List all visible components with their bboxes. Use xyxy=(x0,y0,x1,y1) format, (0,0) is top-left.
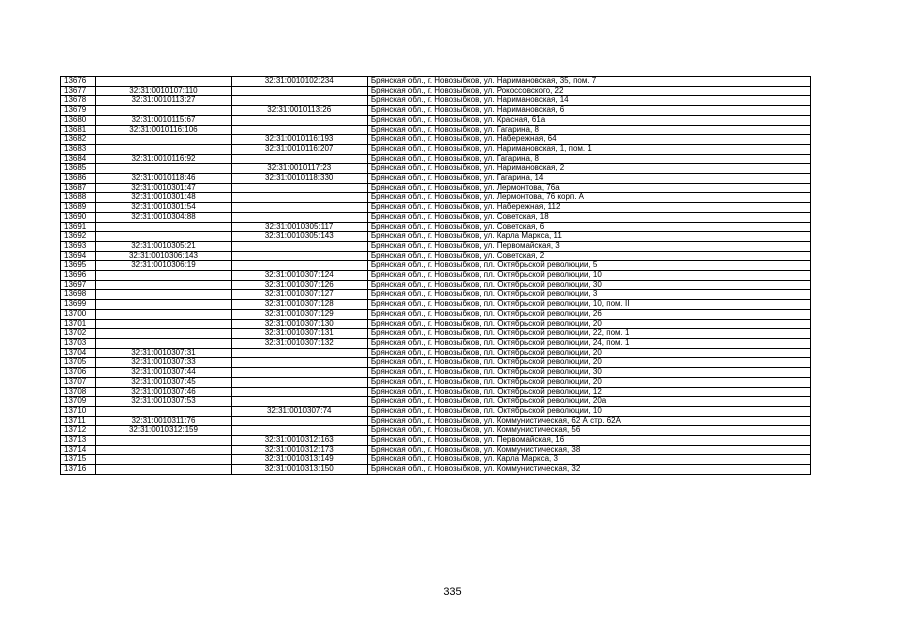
address-cell: Брянская обл., г. Новозыбков, пл. Октябрьской революции, 22, пом. 1 xyxy=(367,329,810,339)
table-row xyxy=(61,426,811,436)
cadastral-number-a-cell xyxy=(96,445,231,455)
table-row xyxy=(61,348,811,358)
row-number-cell: 13687 xyxy=(61,183,96,193)
row-number-cell: 13702 xyxy=(61,329,96,339)
row-number-cell: 13680 xyxy=(61,115,96,125)
cadastral-number-b-cell xyxy=(231,416,367,426)
address-cell: Брянская обл., г. Новозыбков, пл. Октябрьской революции, 20а xyxy=(367,397,810,407)
row-number-cell: 13699 xyxy=(61,300,96,310)
address-cell: Брянская обл., г. Новозыбков, ул. Наримановская, 14 xyxy=(367,96,810,106)
table-row xyxy=(61,377,811,387)
cadastral-number-a-cell xyxy=(96,319,231,329)
row-number-cell: 13707 xyxy=(61,377,96,387)
cadastral-number-a-cell xyxy=(96,338,231,348)
table-row xyxy=(61,203,811,213)
cadastral-number-a-cell xyxy=(96,106,231,116)
cadastral-number-b-cell: 32:31:0010307:128 xyxy=(231,300,367,310)
table-row xyxy=(61,280,811,290)
cadastral-number-a-cell: 32:31:0010307:53 xyxy=(96,397,231,407)
row-number-cell: 13691 xyxy=(61,222,96,232)
cadastral-number-a-cell: 32:31:0010307:44 xyxy=(96,368,231,378)
cadastral-number-a-cell xyxy=(96,406,231,416)
address-cell: Брянская обл., г. Новозыбков, ул. Наримановская, 1, пом. 1 xyxy=(367,144,810,154)
cadastral-number-a-cell xyxy=(96,144,231,154)
address-cell: Брянская обл., г. Новозыбков, ул. Карла Маркса, 11 xyxy=(367,232,810,242)
address-cell: Брянская обл., г. Новозыбков, ул. Гагарина, 14 xyxy=(367,174,810,184)
row-number-cell: 13694 xyxy=(61,251,96,261)
table-row xyxy=(61,222,811,232)
row-number-cell: 13705 xyxy=(61,358,96,368)
cadastral-number-a-cell: 32:31:0010305:21 xyxy=(96,241,231,251)
table-row xyxy=(61,406,811,416)
row-number-cell: 13685 xyxy=(61,164,96,174)
row-number-cell: 13716 xyxy=(61,465,96,475)
row-number-cell: 13698 xyxy=(61,290,96,300)
cadastral-number-a-cell: 32:31:0010115:67 xyxy=(96,115,231,125)
cadastral-number-b-cell: 32:31:0010307:126 xyxy=(231,280,367,290)
table-row xyxy=(61,125,811,135)
address-cell: Брянская обл., г. Новозыбков, ул. Коммунистическая, 32 xyxy=(367,465,810,475)
cadastral-number-b-cell xyxy=(231,154,367,164)
property-table xyxy=(60,76,811,475)
cadastral-number-b-cell: 32:31:0010312:173 xyxy=(231,445,367,455)
address-cell: Брянская обл., г. Новозыбков, ул. Карла Маркса, 3 xyxy=(367,455,810,465)
cadastral-number-b-cell xyxy=(231,193,367,203)
row-number-cell: 13701 xyxy=(61,319,96,329)
cadastral-number-b-cell xyxy=(231,212,367,222)
table-row xyxy=(61,96,811,106)
cadastral-number-b-cell xyxy=(231,183,367,193)
row-number-cell: 13686 xyxy=(61,174,96,184)
cadastral-number-b-cell: 32:31:0010116:193 xyxy=(231,135,367,145)
cadastral-number-a-cell xyxy=(96,455,231,465)
table-row xyxy=(61,106,811,116)
row-number-cell: 13711 xyxy=(61,416,96,426)
row-number-cell: 13682 xyxy=(61,135,96,145)
address-cell: Брянская обл., г. Новозыбков, пл. Октябрьской революции, 10 xyxy=(367,406,810,416)
cadastral-number-b-cell xyxy=(231,86,367,96)
row-number-cell: 13678 xyxy=(61,96,96,106)
cadastral-number-b-cell: 32:31:0010118:330 xyxy=(231,174,367,184)
address-cell: Брянская обл., г. Новозыбков, пл. Октябрьской революции, 20 xyxy=(367,319,810,329)
row-number-cell: 13706 xyxy=(61,368,96,378)
cadastral-number-b-cell xyxy=(231,377,367,387)
table-row xyxy=(61,290,811,300)
table-row xyxy=(61,261,811,271)
address-cell: Брянская обл., г. Новозыбков, ул. Лермонтова, 76а xyxy=(367,183,810,193)
address-cell: Брянская обл., г. Новозыбков, ул. Набережная, 112 xyxy=(367,203,810,213)
cadastral-number-b-cell: 32:31:0010312:163 xyxy=(231,436,367,446)
cadastral-number-b-cell xyxy=(231,387,367,397)
address-cell: Брянская обл., г. Новозыбков, пл. Октябрьской революции, 30 xyxy=(367,368,810,378)
cadastral-number-a-cell xyxy=(96,271,231,281)
address-cell: Брянская обл., г. Новозыбков, пл. Октябрьской революции, 24, пом. 1 xyxy=(367,338,810,348)
address-cell: Брянская обл., г. Новозыбков, ул. Набережная, 64 xyxy=(367,135,810,145)
table-row xyxy=(61,86,811,96)
row-number-cell: 13714 xyxy=(61,445,96,455)
address-cell: Брянская обл., г. Новозыбков, ул. Советская, 2 xyxy=(367,251,810,261)
row-number-cell: 13679 xyxy=(61,106,96,116)
cadastral-number-b-cell xyxy=(231,348,367,358)
row-number-cell: 13713 xyxy=(61,436,96,446)
table-row xyxy=(61,387,811,397)
cadastral-number-a-cell: 32:31:0010116:106 xyxy=(96,125,231,135)
cadastral-number-b-cell: 32:31:0010102:234 xyxy=(231,77,367,87)
cadastral-number-b-cell: 32:31:0010116:207 xyxy=(231,144,367,154)
address-cell: Брянская обл., г. Новозыбков, пл. Октябрьской революции, 20 xyxy=(367,348,810,358)
table-row xyxy=(61,241,811,251)
cadastral-number-a-cell xyxy=(96,329,231,339)
cadastral-number-b-cell: 32:31:0010307:74 xyxy=(231,406,367,416)
address-cell: Брянская обл., г. Новозыбков, ул. Красная, 61а xyxy=(367,115,810,125)
table-row xyxy=(61,212,811,222)
address-cell: Брянская обл., г. Новозыбков, пл. Октябрьской революции, 3 xyxy=(367,290,810,300)
table-row xyxy=(61,135,811,145)
cadastral-number-a-cell xyxy=(96,280,231,290)
cadastral-number-a-cell: 32:31:0010307:31 xyxy=(96,348,231,358)
row-number-cell: 13683 xyxy=(61,144,96,154)
row-number-cell: 13704 xyxy=(61,348,96,358)
table-row xyxy=(61,300,811,310)
cadastral-number-a-cell: 32:31:0010113:27 xyxy=(96,96,231,106)
table-row xyxy=(61,309,811,319)
cadastral-number-a-cell xyxy=(96,135,231,145)
cadastral-number-a-cell: 32:31:0010307:33 xyxy=(96,358,231,368)
address-cell: Брянская обл., г. Новозыбков, ул. Лермонтова, 76 корп. А xyxy=(367,193,810,203)
cadastral-number-b-cell xyxy=(231,251,367,261)
row-number-cell: 13688 xyxy=(61,193,96,203)
cadastral-number-b-cell xyxy=(231,96,367,106)
cadastral-number-a-cell: 32:31:0010301:54 xyxy=(96,203,231,213)
address-cell: Брянская обл., г. Новозыбков, ул. Наримановская, 2 xyxy=(367,164,810,174)
row-number-cell: 13689 xyxy=(61,203,96,213)
cadastral-number-a-cell: 32:31:0010312:159 xyxy=(96,426,231,436)
table-row xyxy=(61,154,811,164)
cadastral-number-a-cell: 32:31:0010301:47 xyxy=(96,183,231,193)
row-number-cell: 13690 xyxy=(61,212,96,222)
row-number-cell: 13695 xyxy=(61,261,96,271)
table-row xyxy=(61,397,811,407)
table-row xyxy=(61,368,811,378)
table-row xyxy=(61,416,811,426)
address-cell: Брянская обл., г. Новозыбков, ул. Рокоссовского, 22 xyxy=(367,86,810,96)
row-number-cell: 13708 xyxy=(61,387,96,397)
address-cell: Брянская обл., г. Новозыбков, ул. Гагарина, 8 xyxy=(367,125,810,135)
cadastral-number-b-cell: 32:31:0010305:117 xyxy=(231,222,367,232)
table-row xyxy=(61,232,811,242)
cadastral-number-a-cell: 32:31:0010301:48 xyxy=(96,193,231,203)
table-row xyxy=(61,436,811,446)
address-cell: Брянская обл., г. Новозыбков, ул. Коммунистическая, 38 xyxy=(367,445,810,455)
cadastral-number-a-cell: 32:31:0010306:143 xyxy=(96,251,231,261)
cadastral-number-b-cell: 32:31:0010307:129 xyxy=(231,309,367,319)
cadastral-number-b-cell: 32:31:0010307:130 xyxy=(231,319,367,329)
cadastral-number-a-cell: 32:31:0010118:46 xyxy=(96,174,231,184)
cadastral-number-b-cell xyxy=(231,397,367,407)
table-row xyxy=(61,445,811,455)
cadastral-number-b-cell: 32:31:0010117:23 xyxy=(231,164,367,174)
table-row xyxy=(61,465,811,475)
address-cell: Брянская обл., г. Новозыбков, пл. Октябрьской революции, 10, пом. II xyxy=(367,300,810,310)
address-cell: Брянская обл., г. Новозыбков, ул. Коммунистическая, 56 xyxy=(367,426,810,436)
cadastral-number-b-cell xyxy=(231,241,367,251)
cadastral-number-b-cell: 32:31:0010305:143 xyxy=(231,232,367,242)
address-cell: Брянская обл., г. Новозыбков, ул. Гагарина, 8 xyxy=(367,154,810,164)
table-row xyxy=(61,319,811,329)
cadastral-number-a-cell: 32:31:0010116:92 xyxy=(96,154,231,164)
cadastral-number-a-cell: 32:31:0010307:45 xyxy=(96,377,231,387)
table-row xyxy=(61,251,811,261)
cadastral-number-a-cell xyxy=(96,290,231,300)
row-number-cell: 13692 xyxy=(61,232,96,242)
cadastral-number-b-cell: 32:31:0010113:26 xyxy=(231,106,367,116)
cadastral-number-a-cell xyxy=(96,300,231,310)
address-cell: Брянская обл., г. Новозыбков, ул. Первомайская, 16 xyxy=(367,436,810,446)
cadastral-number-b-cell xyxy=(231,115,367,125)
table-row xyxy=(61,358,811,368)
address-cell: Брянская обл., г. Новозыбков, пл. Октябрьской революции, 26 xyxy=(367,309,810,319)
table-row xyxy=(61,329,811,339)
cadastral-number-b-cell: 32:31:0010307:131 xyxy=(231,329,367,339)
cadastral-number-b-cell xyxy=(231,368,367,378)
address-cell: Брянская обл., г. Новозыбков, пл. Октябрьской революции, 20 xyxy=(367,358,810,368)
table-row xyxy=(61,77,811,87)
row-number-cell: 13712 xyxy=(61,426,96,436)
table-row xyxy=(61,115,811,125)
cadastral-number-b-cell xyxy=(231,358,367,368)
row-number-cell: 13710 xyxy=(61,406,96,416)
address-cell: Брянская обл., г. Новозыбков, ул. Советская, 6 xyxy=(367,222,810,232)
row-number-cell: 13681 xyxy=(61,125,96,135)
cadastral-number-a-cell: 32:31:0010306:19 xyxy=(96,261,231,271)
table-row xyxy=(61,164,811,174)
address-cell: Брянская обл., г. Новозыбков, пл. Октябрьской революции, 12 xyxy=(367,387,810,397)
table-row xyxy=(61,271,811,281)
cadastral-number-b-cell xyxy=(231,261,367,271)
cadastral-number-b-cell: 32:31:0010313:150 xyxy=(231,465,367,475)
row-number-cell: 13703 xyxy=(61,338,96,348)
cadastral-number-a-cell xyxy=(96,436,231,446)
row-number-cell: 13684 xyxy=(61,154,96,164)
address-cell: Брянская обл., г. Новозыбков, ул. Коммунистическая, 62 А стр. 62А xyxy=(367,416,810,426)
row-number-cell: 13700 xyxy=(61,309,96,319)
cadastral-number-a-cell: 32:31:0010311:76 xyxy=(96,416,231,426)
cadastral-number-b-cell xyxy=(231,125,367,135)
cadastral-number-a-cell xyxy=(96,465,231,475)
cadastral-number-b-cell xyxy=(231,203,367,213)
row-number-cell: 13715 xyxy=(61,455,96,465)
cadastral-number-b-cell: 32:31:0010307:132 xyxy=(231,338,367,348)
row-number-cell: 13709 xyxy=(61,397,96,407)
cadastral-number-a-cell xyxy=(96,232,231,242)
row-number-cell: 13693 xyxy=(61,241,96,251)
cadastral-number-a-cell: 32:31:0010307:46 xyxy=(96,387,231,397)
address-cell: Брянская обл., г. Новозыбков, ул. Наримановская, 35, пом. 7 xyxy=(367,77,810,87)
address-cell: Брянская обл., г. Новозыбков, пл. Октябрьской революции, 5 xyxy=(367,261,810,271)
cadastral-number-b-cell: 32:31:0010313:149 xyxy=(231,455,367,465)
row-number-cell: 13696 xyxy=(61,271,96,281)
address-cell: Брянская обл., г. Новозыбков, ул. Наримановская, 6 xyxy=(367,106,810,116)
address-cell: Брянская обл., г. Новозыбков, пл. Октябрьской революции, 30 xyxy=(367,280,810,290)
table-row xyxy=(61,338,811,348)
cadastral-number-a-cell: 32:31:0010304:88 xyxy=(96,212,231,222)
row-number-cell: 13676 xyxy=(61,77,96,87)
cadastral-number-a-cell xyxy=(96,164,231,174)
page-number: 335 xyxy=(443,586,462,598)
cadastral-number-b-cell: 32:31:0010307:127 xyxy=(231,290,367,300)
property-table-body xyxy=(61,77,811,475)
table-row xyxy=(61,144,811,154)
cadastral-number-a-cell xyxy=(96,222,231,232)
address-cell: Брянская обл., г. Новозыбков, ул. Советская, 18 xyxy=(367,212,810,222)
cadastral-number-a-cell xyxy=(96,77,231,87)
table-row xyxy=(61,183,811,193)
address-cell: Брянская обл., г. Новозыбков, пл. Октябрьской революции, 20 xyxy=(367,377,810,387)
cadastral-number-b-cell xyxy=(231,426,367,436)
table-row xyxy=(61,174,811,184)
table-row xyxy=(61,455,811,465)
cadastral-number-a-cell xyxy=(96,309,231,319)
address-cell: Брянская обл., г. Новозыбков, ул. Первомайская, 3 xyxy=(367,241,810,251)
cadastral-number-a-cell: 32:31:0010107:110 xyxy=(96,86,231,96)
table-row xyxy=(61,193,811,203)
address-cell: Брянская обл., г. Новозыбков, пл. Октябрьской революции, 10 xyxy=(367,271,810,281)
row-number-cell: 13697 xyxy=(61,280,96,290)
cadastral-number-b-cell: 32:31:0010307:124 xyxy=(231,271,367,281)
row-number-cell: 13677 xyxy=(61,86,96,96)
